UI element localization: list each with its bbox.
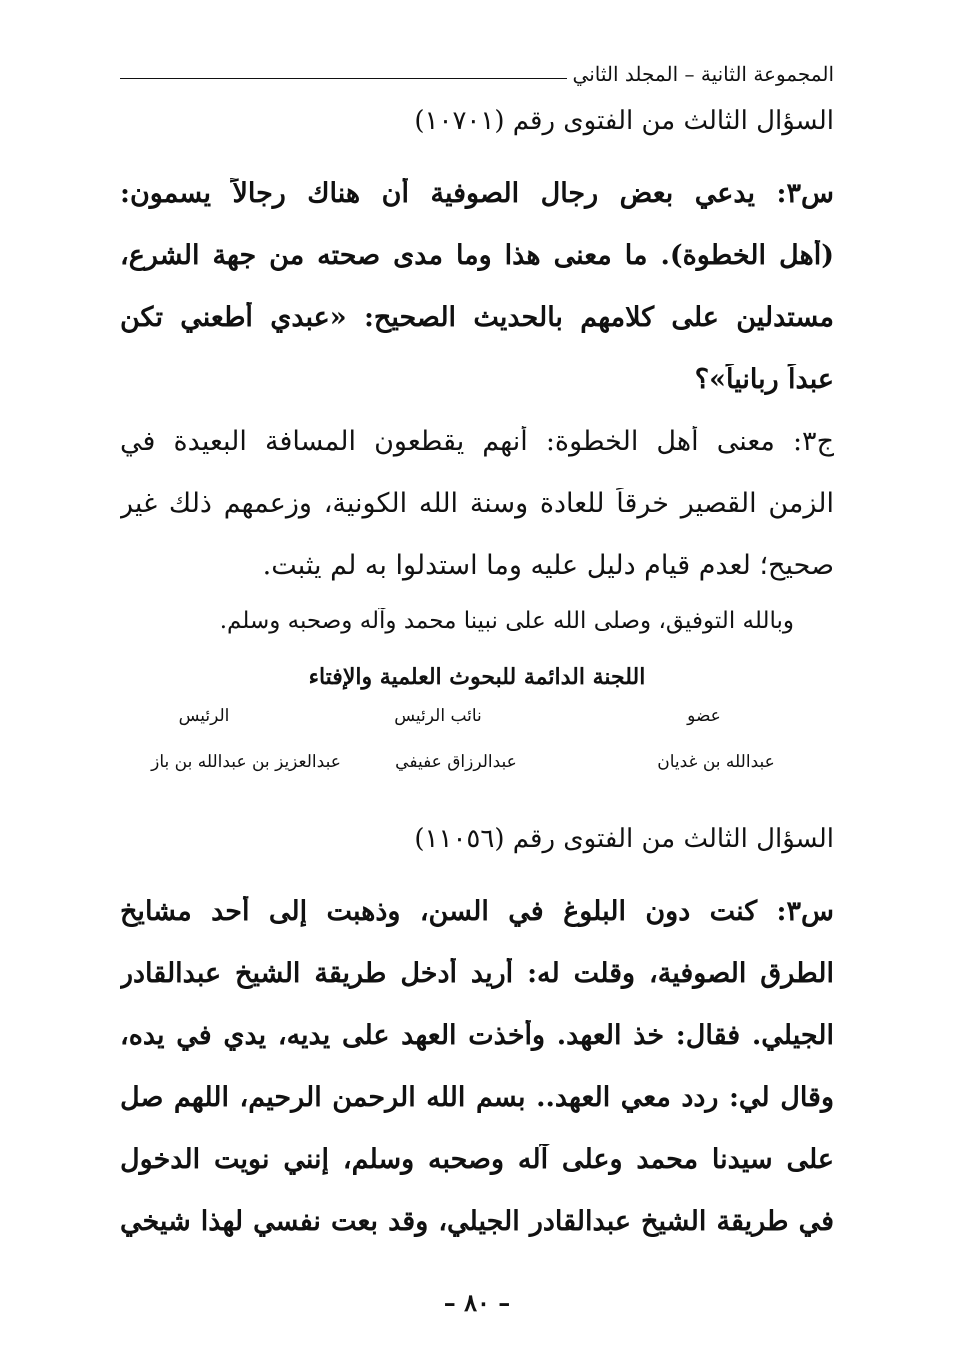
- fatwa2-question-line: الجيلي. فقال: خذ العهد. وأخذت العهد على يديه، يدي في يده،: [120, 1020, 834, 1051]
- fatwa1-answer-line: صحيح؛ لعدم قيام دليل عليه وما استدلوا به لم يثبت.: [262, 550, 834, 581]
- name-president: عبدالعزيز بن عبدالله بن باز: [151, 752, 341, 772]
- fatwa2-question-line: في طريقة الشيخ عبدالقادر الجيلي، وقد بعت نفسي لهذا شيخي: [120, 1206, 834, 1237]
- role-member: عضو: [687, 706, 721, 726]
- fatwa1-question-line: عبداً ربانياً»؟: [694, 364, 834, 395]
- signature-names-row: [0, 752, 954, 782]
- header-rule: [120, 78, 567, 79]
- name-member: عبدالله بن غديان: [657, 752, 775, 772]
- fatwa1-answer-line: الزمن القصير خرقاً للعادة وسنة الله الكونية، وزعمهم ذلك غير: [120, 488, 834, 519]
- fatwa2-question-line: الطرق الصوفية، وقلت له: أريد أدخل طريقة الشيخ عبدالقادر: [120, 958, 834, 989]
- fatwa1-question-line: س٣: يدعي بعض رجال الصوفية أن هناك رجالاً يسمون:: [120, 178, 834, 209]
- name-vice-president: عبدالرزاق عفيفي: [395, 752, 517, 772]
- fatwa2-question-line: وقال لي: ردد معي العهد.. بسم الله الرحمن الرحيم، اللهم صل: [120, 1082, 834, 1113]
- fatwa1-answer-line: ج٣: معنى أهل الخطوة: أنهم يقطعون المسافة البعيدة في: [120, 426, 834, 457]
- fatwa2-question-line: س٣: كنت دون البلوغ في السن، وذهبت إلى أحد مشايخ: [120, 896, 834, 927]
- fatwa1-closing: وبالله التوفيق، وصلى الله على نبينا محمد وآله وصحبه وسلم.: [219, 608, 794, 634]
- fatwa1-title: السؤال الثالث من الفتوى رقم (١٠٧٠١): [414, 106, 834, 136]
- committee-name: اللجنة الدائمة للبحوث العلمية والإفتاء: [308, 664, 646, 690]
- page-number: – ٨٠ –: [443, 1288, 511, 1317]
- fatwa2-question-line: على سيدنا محمد وعلى آله وصحبه وسلم، إنني نويت الدخول: [120, 1144, 834, 1175]
- fatwa1-question-line: (أهل الخطوة). ما معنى هذا وما مدى صحته من جهة الشرع،: [120, 240, 834, 271]
- role-vice-president: نائب الرئيس: [394, 706, 482, 726]
- header-title: المجموعة الثانية – المجلد الثاني: [572, 62, 834, 86]
- role-president: الرئيس: [178, 706, 230, 726]
- fatwa1-question-line: مستدلين على كلامهم بالحديث الصحيح: «عبدي أطعني تكن: [120, 302, 834, 333]
- running-header: [120, 52, 834, 86]
- fatwa2-title: السؤال الثالث من الفتوى رقم (١١٠٥٦): [414, 824, 834, 854]
- signature-roles-row: [0, 706, 954, 736]
